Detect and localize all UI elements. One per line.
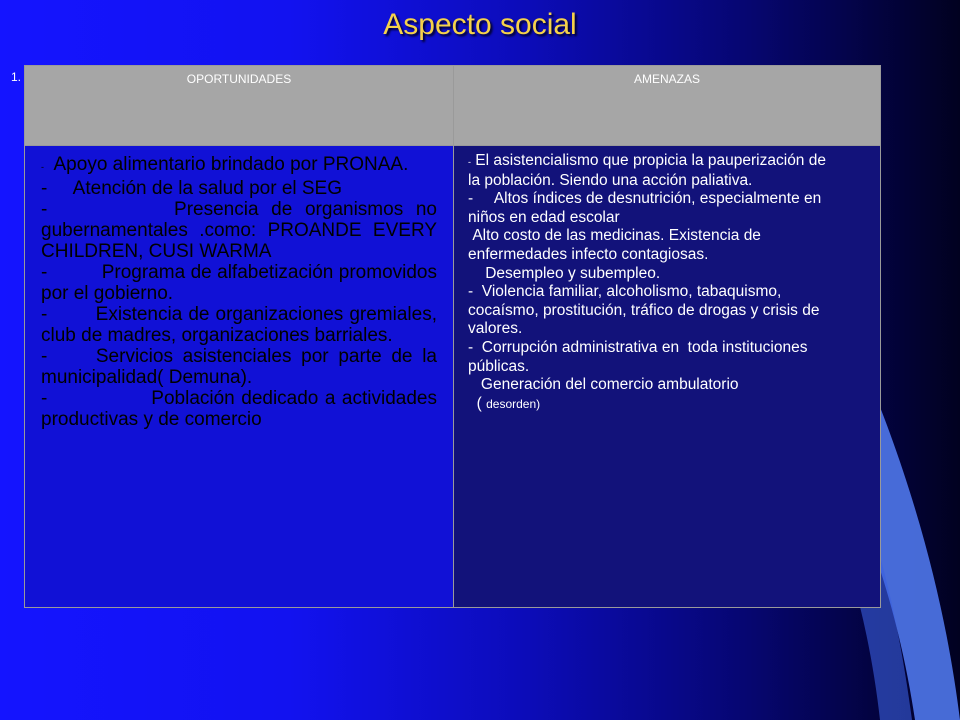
threat-item	[468, 190, 840, 227]
item-text: Programa de alfabetización promovidos por el gobierno.	[41, 262, 443, 304]
body-row	[25, 146, 881, 608]
opportunity-item	[41, 262, 443, 304]
item-text: Existencia de organizaciones gremiales, club de madres, organizaciones barriales.	[41, 304, 443, 346]
threat-item	[468, 376, 840, 395]
item-text: Corrupción administrativa en toda instituciones públicas.	[468, 338, 817, 375]
item-text: (	[468, 394, 487, 412]
header-opportunities: OPORTUNIDADES	[25, 66, 454, 146]
slide-number: 1.	[11, 70, 22, 84]
item-dash: -	[41, 388, 48, 409]
item-text: Apoyo alimentario brindado por PRONAA.	[44, 154, 409, 175]
item-dash: -	[468, 338, 474, 356]
item-text: El asistencialismo que propicia la pauperización de la población. Siendo una acción paliativa.	[468, 152, 831, 189]
opportunity-item	[41, 388, 443, 430]
item-dash: -	[41, 262, 48, 283]
item-text: Generación del comercio ambulatorio	[468, 376, 739, 394]
item-text: Atención de la salud por el SEG	[47, 178, 343, 199]
opportunity-item	[41, 178, 437, 199]
swot-table	[24, 65, 881, 608]
threat-item	[468, 283, 840, 339]
item-dash: -	[41, 199, 48, 220]
opportunity-item	[41, 346, 443, 388]
item-dash: -	[468, 283, 474, 301]
item-dash: -	[468, 157, 471, 167]
item-small-text: desorden)	[486, 396, 541, 411]
opportunity-item	[41, 154, 437, 178]
item-dash: -	[468, 190, 474, 208]
threat-item	[468, 152, 840, 190]
item-text: Alto costo de las medicinas. Existencia de enfermedades infecto contagiosas.	[468, 227, 766, 263]
item-text: Violencia familiar, alcoholismo, tabaquismo, cocaísmo, prostitución, tráfico de drogas y crisis de valores.	[468, 283, 824, 338]
threat-item	[468, 395, 840, 414]
threat-item	[468, 339, 840, 376]
opportunity-item	[41, 199, 443, 262]
threat-item	[468, 227, 840, 264]
item-text: Presencia de organismos no gubernamentales .como: PROANDE EVERY CHILDREN, CUSI WARMA	[41, 199, 443, 262]
threats-cell	[454, 146, 881, 608]
item-dash: -	[41, 178, 48, 199]
item-dash: -	[41, 162, 44, 172]
header-row	[25, 66, 881, 146]
item-text: Altos índices de desnutrición, especialmente en niños en edad escolar	[468, 190, 826, 226]
header-threats: AMENAZAS	[454, 66, 881, 146]
item-text: Desempleo y subempleo.	[468, 264, 661, 282]
item-text: Población dedicado a actividades productivas y de comercio	[41, 388, 443, 430]
item-dash: -	[41, 346, 48, 367]
slide-title: Aspecto social	[383, 8, 577, 41]
opportunities-cell	[25, 146, 454, 608]
threat-item	[468, 265, 840, 284]
item-dash: -	[41, 304, 48, 325]
opportunity-item	[41, 304, 443, 346]
item-text: Servicios asistenciales por parte de la municipalidad( Demuna).	[41, 346, 443, 388]
